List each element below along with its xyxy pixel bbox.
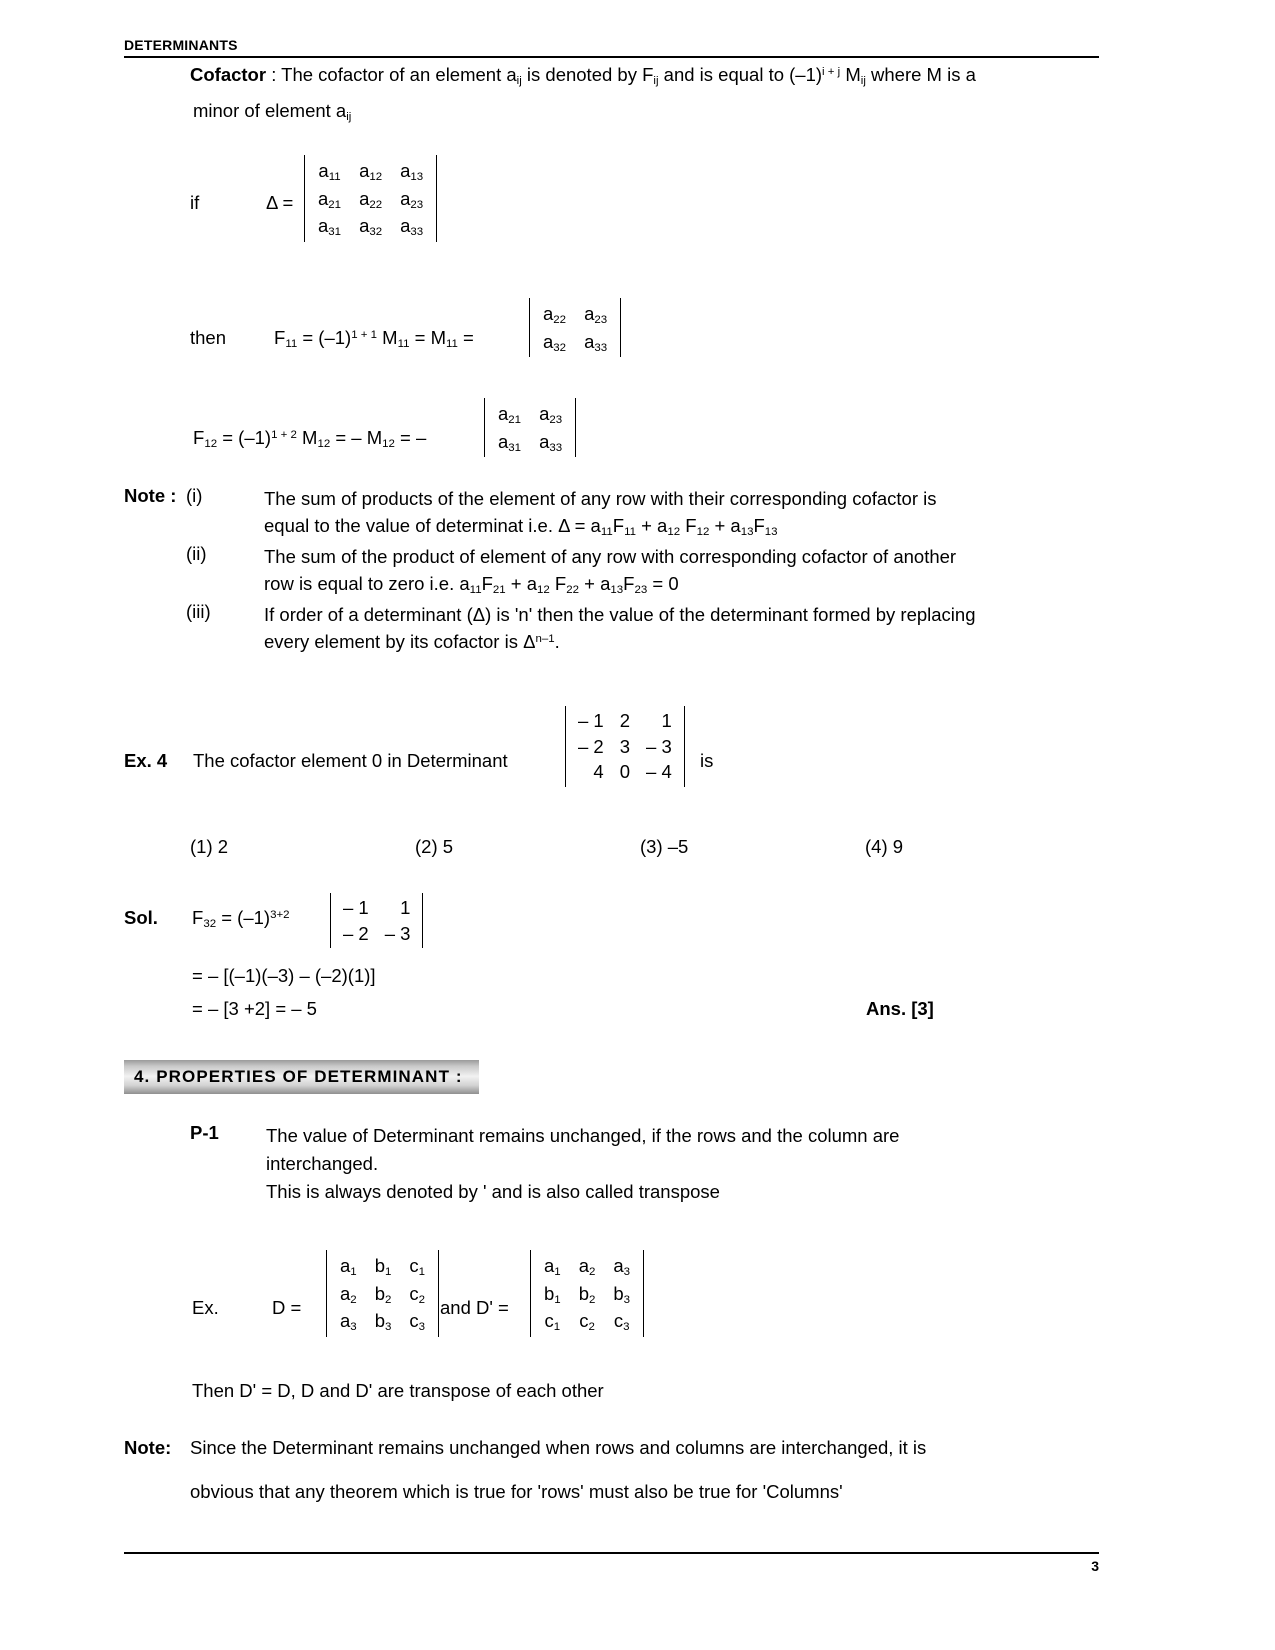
matrix-cell: – 4: [646, 761, 672, 783]
matrix-cell: $a_{32}$: [543, 330, 567, 354]
matrix-cell: $b_3$: [374, 1310, 392, 1334]
matrix-cell: 2: [619, 710, 631, 731]
cofactor-definition: [190, 62, 1095, 89]
matrix-cell: – 2: [578, 735, 604, 757]
note-line2-prefix: row is equal to zero i.e.: [264, 573, 460, 594]
matrix-cell: $b_2$: [374, 1282, 392, 1306]
matrix-cell: $c_1$: [544, 1310, 561, 1334]
transpose-d-label: D =: [272, 1297, 302, 1318]
matrix-row: [570, 708, 680, 734]
matrix-cell: – 2: [343, 922, 369, 944]
matrix-cell: – 1: [343, 897, 369, 918]
matrix-row: [335, 895, 418, 921]
matrix-cell: $a_{21}$: [498, 403, 522, 427]
cofactor-text-a: : The cofactor of an element a: [266, 64, 517, 85]
note-line2: [264, 628, 1099, 655]
f12-eq1: = (–1): [217, 427, 272, 448]
matrix-cell: $c_3$: [613, 1310, 630, 1334]
f11-sub: 11: [285, 338, 298, 351]
matrix-cell: – 1: [578, 710, 604, 731]
matrix-cell: $a_1$: [544, 1255, 561, 1279]
f11-f: F: [274, 327, 286, 348]
transpose-connector: and D' =: [440, 1297, 509, 1318]
if-label: if: [190, 192, 200, 213]
example4-suffix: is: [700, 750, 714, 771]
note-item: [124, 601, 1099, 655]
f12-expression: [193, 425, 426, 452]
then-label: then: [190, 327, 227, 348]
note-roman: (i): [186, 485, 203, 506]
matrix-cell: $a_{33}$: [400, 215, 424, 239]
transpose-d-matrix: [326, 1250, 439, 1337]
transpose-dprime-matrix: [530, 1250, 644, 1337]
matrix-row: [534, 328, 616, 356]
example4-text: The cofactor element 0 in Determinant: [193, 750, 508, 771]
matrix-cell: $a_{13}$: [400, 160, 424, 184]
matrix-row: [534, 300, 616, 328]
matrix-cell: $c_2$: [579, 1310, 595, 1334]
cofactor-text-c: and is equal to (–1): [658, 64, 823, 85]
note-line1: The sum of the product of element of any row with corresponding cofactor of another: [264, 546, 957, 567]
cofactor-sub-ij-2: ij: [653, 75, 659, 88]
cofactor-text-d: M: [840, 64, 861, 85]
matrix-cell: 1: [400, 897, 411, 918]
f11-m2-sub: 11: [446, 338, 458, 351]
cofactor-text-b: is denoted by F: [521, 64, 654, 85]
solution-matrix: [330, 893, 423, 948]
property-1-label: P-1: [190, 1122, 219, 1143]
matrix-cell: 0: [619, 761, 631, 783]
f12-m-sub: 12: [317, 438, 331, 451]
matrix-cell: $a_{21}$: [318, 187, 342, 211]
note-line2: row is equal to zero i.e. $a_{11}F_{21} + a_{12}$ $F_{22} + a_{13}F_{23} = 0$: [264, 573, 679, 597]
matrix-cell: $a_3$: [613, 1255, 631, 1279]
matrix-cell: $b_2$: [578, 1282, 596, 1306]
option-4[interactable]: (4) 9: [865, 836, 904, 857]
matrix-cell: 4: [593, 761, 604, 783]
matrix-row: [489, 428, 571, 456]
matrix-cell: $a_3$: [340, 1310, 357, 1334]
cofactor-sub-ij-3: ij: [860, 75, 866, 88]
final-note-label: Note:: [124, 1437, 172, 1458]
solution-f: F: [192, 907, 204, 928]
cofactor-sup-ipj: i + j: [822, 66, 841, 79]
f11-eq1: = (–1): [297, 327, 352, 348]
f11-eq2: = M: [409, 327, 446, 348]
matrix-cell: 1: [661, 710, 672, 731]
f12-f: F: [193, 427, 205, 448]
f11-m-sub: 11: [397, 338, 410, 351]
matrix-cell: $a_{23}$: [584, 303, 608, 327]
matrix-cell: $a_{33}$: [539, 430, 563, 454]
transpose-example-label: Ex.: [192, 1297, 219, 1318]
final-note-line1: Since the Determinant remains unchanged when rows and columns are interchanged, it is: [190, 1437, 927, 1458]
matrix-cell: $a_2$: [578, 1255, 596, 1279]
f12-m: M: [296, 427, 318, 448]
property-1-line2: interchanged.: [266, 1152, 379, 1174]
note-line2: equal to the value of determinat i.e. $\Delta = a_{11}F_{11} + a_{12}$ $F_{12} + a_{13}F_{13}$: [264, 515, 778, 539]
matrix-row: [535, 1307, 639, 1335]
matrix-cell: – 3: [646, 735, 672, 757]
note-line1: The sum of products of the element of any row with their corresponding cofactor is: [264, 488, 937, 509]
header-divider: [124, 56, 1099, 58]
solution-exp: 3+2: [270, 909, 290, 922]
matrix-cell: $a_{31}$: [318, 215, 342, 239]
property-1-body: [266, 1122, 1099, 1205]
delta-matrix: [304, 155, 437, 242]
matrix-cell: $a_{22}$: [359, 187, 383, 211]
matrix-row: [331, 1280, 434, 1308]
matrix-cell: $b_3$: [613, 1282, 631, 1306]
solution-label: Sol.: [124, 907, 158, 928]
solution-eq: = (–1): [216, 907, 271, 928]
f12-sup: 1 + 2: [271, 429, 297, 442]
f11-expression: [274, 325, 474, 352]
matrix-cell: 3: [619, 735, 631, 757]
f11-eq3: =: [457, 327, 474, 348]
section-heading-banner: [124, 1060, 479, 1094]
matrix-cell: $a_{31}$: [498, 430, 522, 454]
matrix-cell: $c_2$: [409, 1282, 426, 1306]
matrix-cell: $a_{12}$: [359, 160, 383, 184]
matrix-cell: $b_1$: [374, 1255, 392, 1279]
solution-answer: Ans. [3]: [866, 998, 934, 1019]
option-3[interactable]: (3) –5: [640, 836, 689, 857]
f12-eq3: = –: [394, 427, 427, 448]
solution-step2: = – [3 +2] = – 5: [192, 998, 317, 1019]
cofactor-minor-text: minor of element a: [193, 100, 347, 121]
matrix-cell: $a_{23}$: [539, 403, 563, 427]
f12-minor-matrix: [484, 398, 576, 457]
cofactor-sub-ij-1: ij: [516, 75, 522, 88]
matrix-cell: $a_{11}$: [318, 160, 341, 184]
matrix-cell: $a_{23}$: [400, 187, 424, 211]
note-text: [264, 485, 1099, 539]
matrix-cell: $a_{32}$: [359, 215, 383, 239]
note-line2-prefix: every element by its cofactor is Δ: [264, 631, 536, 652]
solution-f-sub: 32: [203, 918, 217, 931]
cofactor-sub-ij-4: ij: [346, 111, 352, 124]
note-line2-suffix: .: [554, 631, 560, 652]
f11-sup: 1 + 1: [351, 329, 378, 342]
matrix-cell: $a_{22}$: [543, 303, 567, 327]
example4-label: Ex. 4: [124, 750, 168, 771]
matrix-row: [489, 400, 571, 428]
note-item: [124, 485, 1099, 539]
matrix-row: [335, 921, 418, 947]
matrix-cell: – 3: [384, 922, 411, 944]
note-label: Note :: [124, 485, 177, 506]
option-2[interactable]: (2) 5: [415, 836, 454, 857]
note-text: [264, 601, 1099, 655]
matrix-cell: $c_1$: [409, 1255, 426, 1279]
solution-step1: = – [(–1)(–3) – (–2)(1)]: [192, 965, 376, 986]
f12-sub: 12: [204, 438, 218, 451]
cofactor-text-e: where M is a: [865, 64, 976, 85]
matrix-row: [535, 1252, 639, 1280]
matrix-row: [309, 157, 432, 185]
note-line1: If order of a determinant (Δ) is 'n' then the value of the determinant formed by replacing: [264, 604, 976, 625]
transpose-then-line: Then D' = D, D and D' are transpose of each other: [192, 1380, 604, 1401]
matrix-row: [570, 759, 680, 785]
note-roman: (ii): [186, 543, 207, 564]
note-line2-prefix: equal to the value of determinat i.e. Δ = a: [264, 515, 601, 536]
matrix-row: [570, 734, 680, 760]
example4-options: [190, 836, 1090, 858]
f12-m2-sub: 12: [382, 438, 395, 451]
property-1-line3: This is always denoted by ' and is also called transpose: [266, 1180, 720, 1202]
header-title: DETERMINANTS: [124, 37, 238, 53]
delta-equals: Δ =: [266, 192, 294, 213]
final-note-line2: obvious that any theorem which is true for 'rows' must also be true for 'Columns': [190, 1481, 843, 1502]
section-heading-text: 4. PROPERTIES OF DETERMINANT :: [124, 1060, 479, 1094]
note-text: [264, 543, 1099, 597]
page-number: 3: [1091, 1558, 1099, 1574]
cofactor-definition-line2: [193, 98, 351, 125]
matrix-cell: $a_{33}$: [584, 330, 608, 354]
matrix-row: [309, 185, 432, 213]
notes-block: [124, 485, 1099, 655]
page-footer: [124, 1552, 1099, 1574]
matrix-row: [535, 1280, 639, 1308]
option-1[interactable]: (1) 2: [190, 836, 229, 857]
cofactor-label: Cofactor: [190, 64, 267, 85]
matrix-cell: $a_1$: [340, 1255, 357, 1279]
matrix-cell: $c_3$: [409, 1310, 426, 1334]
note-roman: (iii): [186, 601, 211, 622]
f11-m: M: [377, 327, 398, 348]
note-item: [124, 543, 1099, 597]
note-sup: n–1: [535, 633, 555, 646]
matrix-cell: $a_2$: [340, 1282, 357, 1306]
example4-matrix: [565, 706, 685, 787]
f11-minor-matrix: [529, 298, 621, 357]
solution-expression: [192, 905, 290, 932]
matrix-row: [309, 212, 432, 240]
property-1: [124, 1122, 1099, 1205]
f12-eq2: = – M: [330, 427, 383, 448]
page-header: [124, 38, 1099, 58]
matrix-row: [331, 1307, 434, 1335]
matrix-row: [331, 1252, 434, 1280]
matrix-cell: $b_1$: [544, 1282, 561, 1306]
property-1-line1: The value of Determinant remains unchanged, if the rows and the column are: [266, 1125, 900, 1146]
